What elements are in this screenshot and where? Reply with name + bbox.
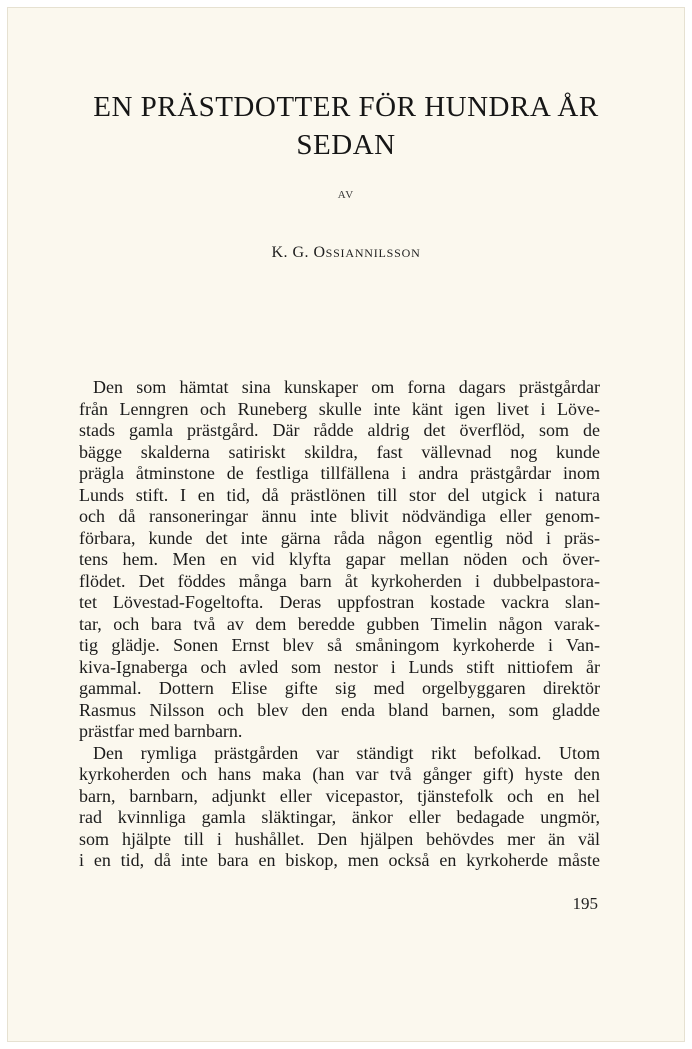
text-line: och då ransoneringar ännu inte blivit nödvändiga eller genom-	[79, 506, 600, 526]
text-line: Rasmus Nilsson och blev den enda bland barnen, som gladde	[79, 699, 600, 720]
article-body	[79, 377, 600, 872]
title-line: SEDAN	[296, 129, 396, 161]
author-initials: K. G. O	[271, 244, 326, 261]
text-line: som hjälpte till i hushållet. Den hjälpen behövdes mer än väl	[79, 828, 600, 849]
paragraph	[79, 377, 600, 743]
text-line: förbara, kunde det inte gärna råda någon egentlig nöd i präs-	[79, 527, 600, 548]
text-line: prägla åtminstone de festliga tillfällena i andra prästgårdar inom	[79, 463, 600, 483]
text-line: barn, barnbarn, adjunkt eller vicepastor, tjänstefolk och en hel	[79, 785, 600, 806]
text-line: rad kvinnliga gamla släktingar, änkor eller bedagade ungmör,	[79, 807, 600, 827]
text-line: prästfar med barnbarn.	[79, 721, 243, 741]
title-line: EN PRÄSTDOTTER FÖR HUNDRA ÅR	[93, 91, 599, 123]
text-line: flödet. Det föddes många barn åt kyrkoherden i dubbelpastora-	[79, 570, 600, 591]
text-line: stads gamla prästgård. Där rådde aldrig det överflöd, som de	[79, 420, 600, 440]
text-line: från Lenngren och Runeberg skulle inte känt igen livet i Löve-	[79, 398, 600, 419]
text-line: Den rymliga prästgården var ständigt rikt befolkad. Utom	[93, 742, 600, 763]
author-name	[8, 244, 684, 262]
text-line: kiva-Ignaberga och avled som nestor i Lunds stift nittiofem år	[79, 656, 600, 677]
document-page	[8, 8, 684, 1041]
text-line: kyrkoherden och hans maka (han var två gånger gift) hyste den	[79, 764, 600, 784]
byline: AV	[337, 189, 355, 201]
text-line: tig glädje. Sonen Ernst blev så småningom kyrkoherde i Van-	[79, 635, 600, 655]
author-surname-smallcaps: SSIANNILSSON	[325, 246, 421, 260]
text-line: tens hem. Men en vid klyfta gapar mellan nöden och över-	[79, 549, 600, 569]
text-line: gammal. Dottern Elise gifte sig med orgelbyggaren direktör	[79, 678, 600, 698]
text-line: bägge skalderna satiriskt skildra, fast vällevnad nog kunde	[79, 441, 600, 462]
text-line: tet Lövestad-Fogeltofta. Deras uppfostran kostade vackra slan-	[79, 592, 600, 612]
text-line: Lunds stift. I en tid, då prästlönen till stor del utgick i natura	[79, 484, 600, 505]
paragraph	[79, 743, 600, 872]
text-line: tar, och bara två av dem beredde gubben Timelin någon varak-	[79, 613, 600, 634]
page-number: 195	[572, 894, 598, 913]
article-title	[48, 88, 644, 164]
text-line: Den som hämtat sina kunskaper om forna dagars prästgårdar	[93, 377, 600, 397]
text-line: i en tid, då inte bara en biskop, men också en kyrkoherde måste	[79, 850, 600, 870]
